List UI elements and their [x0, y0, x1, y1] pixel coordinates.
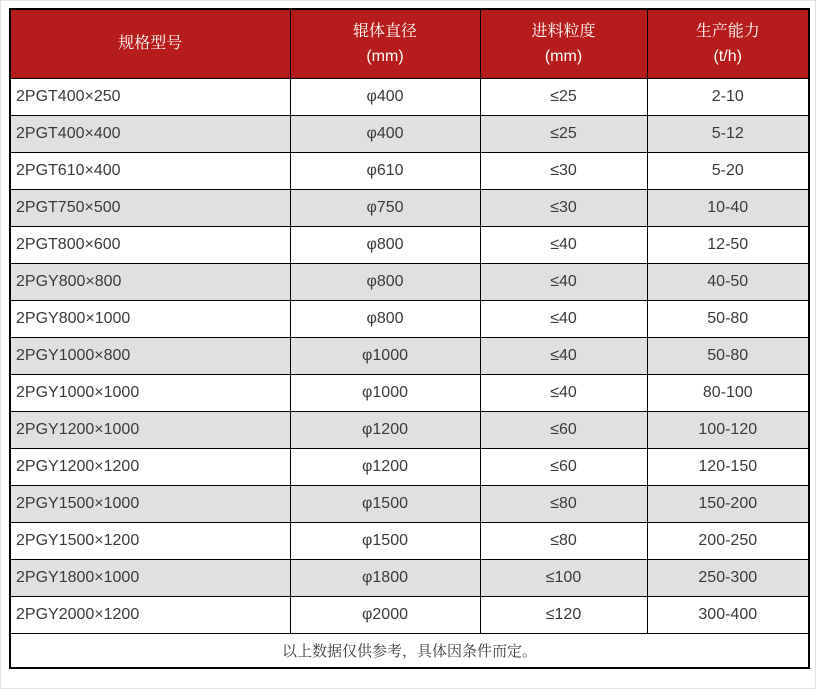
roller-diameter-cell: φ400: [290, 78, 480, 115]
table-row: [10, 485, 809, 522]
capacity-cell: 100-120: [647, 411, 809, 448]
spec-table: [9, 8, 810, 669]
spec-table-header: [10, 9, 809, 78]
column-header-feed-size-label: 进料粒度: [531, 22, 596, 40]
feed-size-cell: ≤25: [480, 115, 647, 152]
feed-size-cell: ≤120: [480, 596, 647, 633]
column-header-roller-diameter: [290, 9, 480, 78]
roller-diameter-cell: φ1000: [290, 374, 480, 411]
capacity-cell: 80-100: [647, 374, 809, 411]
model-cell: 2PGY1200×1200: [10, 448, 290, 485]
capacity-cell: 200-250: [647, 522, 809, 559]
roller-diameter-cell: φ1200: [290, 411, 480, 448]
column-header-capacity-unit: (t/h): [713, 47, 742, 65]
table-row: [10, 152, 809, 189]
model-cell: 2PGY2000×1200: [10, 596, 290, 633]
model-cell: 2PGT750×500: [10, 189, 290, 226]
column-header-roller-diameter-unit: (mm): [366, 47, 404, 65]
feed-size-cell: ≤40: [480, 226, 647, 263]
roller-diameter-cell: φ750: [290, 189, 480, 226]
feed-size-cell: ≤80: [480, 485, 647, 522]
table-row: [10, 300, 809, 337]
model-cell: 2PGY800×800: [10, 263, 290, 300]
model-cell: 2PGT610×400: [10, 152, 290, 189]
table-row: [10, 411, 809, 448]
feed-size-cell: ≤40: [480, 263, 647, 300]
model-cell: 2PGT800×600: [10, 226, 290, 263]
capacity-cell: 50-80: [647, 337, 809, 374]
model-cell: 2PGY800×1000: [10, 300, 290, 337]
capacity-cell: 300-400: [647, 596, 809, 633]
capacity-cell: 120-150: [647, 448, 809, 485]
feed-size-cell: ≤40: [480, 337, 647, 374]
table-row: [10, 78, 809, 115]
column-header-model: [10, 9, 290, 78]
table-row: [10, 263, 809, 300]
model-cell: 2PGY1000×1000: [10, 374, 290, 411]
model-cell: 2PGY1200×1000: [10, 411, 290, 448]
roller-diameter-cell: φ400: [290, 115, 480, 152]
capacity-cell: 50-80: [647, 300, 809, 337]
column-header-feed-size: [480, 9, 647, 78]
table-row: [10, 115, 809, 152]
table-row: [10, 596, 809, 633]
roller-diameter-cell: φ800: [290, 263, 480, 300]
capacity-cell: 5-12: [647, 115, 809, 152]
model-cell: 2PGT400×400: [10, 115, 290, 152]
feed-size-cell: ≤25: [480, 78, 647, 115]
model-cell: 2PGY1000×800: [10, 337, 290, 374]
table-row: [10, 337, 809, 374]
spec-table-footer: [10, 633, 809, 668]
table-row: [10, 374, 809, 411]
feed-size-cell: ≤60: [480, 411, 647, 448]
column-header-roller-diameter-label: 辊体直径: [352, 22, 417, 40]
feed-size-cell: ≤30: [480, 189, 647, 226]
spec-table-body: [10, 78, 809, 633]
table-row: [10, 226, 809, 263]
roller-diameter-cell: φ1200: [290, 448, 480, 485]
column-header-model-label: 规格型号: [118, 35, 183, 53]
roller-diameter-cell: φ1000: [290, 337, 480, 374]
table-row: [10, 189, 809, 226]
capacity-cell: 12-50: [647, 226, 809, 263]
roller-diameter-cell: φ800: [290, 300, 480, 337]
roller-diameter-cell: φ1500: [290, 522, 480, 559]
feed-size-cell: ≤60: [480, 448, 647, 485]
header-row: [10, 9, 809, 78]
capacity-cell: 150-200: [647, 485, 809, 522]
feed-size-cell: ≤80: [480, 522, 647, 559]
table-row: [10, 559, 809, 596]
capacity-cell: 40-50: [647, 263, 809, 300]
feed-size-cell: ≤30: [480, 152, 647, 189]
column-header-capacity: [647, 9, 809, 78]
model-cell: 2PGY1500×1200: [10, 522, 290, 559]
roller-diameter-cell: φ1800: [290, 559, 480, 596]
capacity-cell: 10-40: [647, 189, 809, 226]
roller-diameter-cell: φ1500: [290, 485, 480, 522]
capacity-cell: 5-20: [647, 152, 809, 189]
roller-diameter-cell: φ2000: [290, 596, 480, 633]
model-cell: 2PGT400×250: [10, 78, 290, 115]
table-row: [10, 522, 809, 559]
model-cell: 2PGY1500×1000: [10, 485, 290, 522]
feed-size-cell: ≤100: [480, 559, 647, 596]
feed-size-cell: ≤40: [480, 374, 647, 411]
capacity-cell: 250-300: [647, 559, 809, 596]
footnote: 以上数据仅供参考，具体因条件而定。: [10, 633, 809, 668]
table-row: [10, 448, 809, 485]
roller-diameter-cell: φ800: [290, 226, 480, 263]
roller-diameter-cell: φ610: [290, 152, 480, 189]
feed-size-cell: ≤40: [480, 300, 647, 337]
footnote-row: [10, 633, 809, 668]
column-header-capacity-label: 生产能力: [695, 22, 760, 40]
model-cell: 2PGY1800×1000: [10, 559, 290, 596]
column-header-feed-size-unit: (mm): [544, 47, 583, 65]
capacity-cell: 2-10: [647, 78, 809, 115]
